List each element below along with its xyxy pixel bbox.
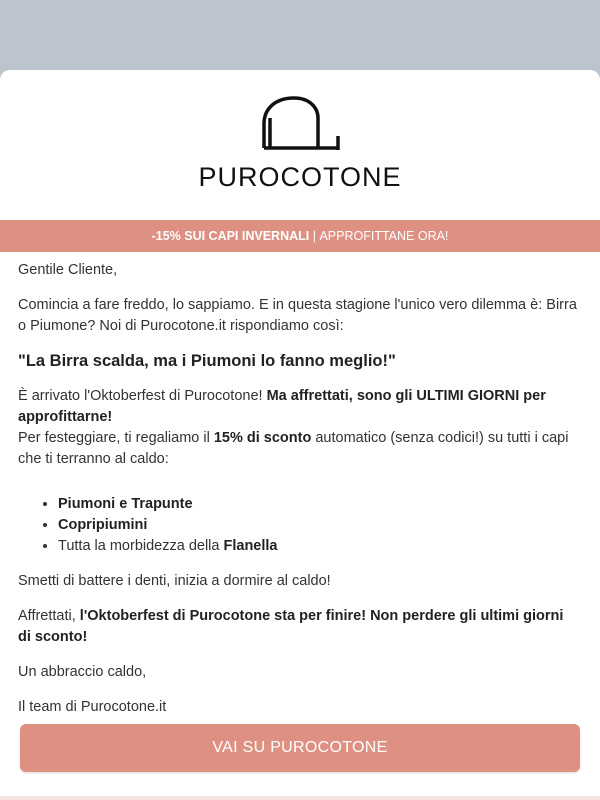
list-item: [58, 515, 580, 536]
promo-separator: |: [309, 229, 320, 243]
list-item-text: Tutta la morbidezza della: [58, 538, 224, 554]
discount-text-2: automatico (senza codici!) su tutti i capi che ti terranno al caldo:: [18, 430, 569, 467]
hurry-text: Affrettati,: [18, 608, 80, 624]
product-list: [18, 494, 580, 557]
purocotone-p-logo-icon: [260, 94, 340, 152]
headline-quote: "La Birra scalda, ma i Piumoni lo fanno meglio!": [18, 352, 396, 370]
oktoberfest-bold: Ma affrettati, sono gli ULTIMI GIORNI per approfittarne!: [18, 388, 546, 425]
oktoberfest-paragraph: [18, 386, 580, 428]
email-header: [0, 70, 600, 196]
list-item-label: Piumoni e Trapunte: [58, 496, 193, 512]
vai-su-purocotone-button[interactable]: VAI SU PUROCOTONE: [20, 724, 580, 772]
list-item: [58, 536, 580, 557]
promo-rest-text: APPROFITTANE ORA!: [319, 229, 449, 243]
list-item-label: Copripiumini: [58, 517, 148, 533]
promo-bar[interactable]: [0, 220, 600, 252]
warm-paragraph: Smetti di battere i denti, inizia a dormire al caldo!: [18, 573, 331, 589]
email-card: [0, 70, 600, 800]
footer-strip: [0, 796, 600, 800]
discount-text-1: Per festeggiare, ti regaliamo il: [18, 430, 214, 446]
discount-bold: 15% di sconto: [213, 430, 312, 446]
list-item-bold: Flanella: [223, 538, 278, 554]
signature: Il team di Purocotone.it: [18, 699, 167, 715]
promo-bold-text: -15% SUI CAPI INVERNALI: [151, 229, 310, 243]
greeting: Gentile Cliente,: [18, 262, 118, 278]
list-item: [58, 494, 580, 515]
oktoberfest-text: È arrivato l'Oktoberfest di Purocotone!: [18, 388, 267, 404]
intro-paragraph: Comincia a fare freddo, lo sappiamo. E in questa stagione l'unico vero dilemma è: Birra o Piumone? Noi di Purocotone.it rispondiamo così:: [18, 297, 577, 334]
discount-paragraph: [18, 428, 580, 470]
hurry-bold: l'Oktoberfest di Purocotone sta per finire! Non perdere gli ultimi giorni di sconto!: [18, 608, 564, 645]
hurry-paragraph: [18, 606, 580, 648]
brand-name: PUROCOTONE: [198, 162, 402, 192]
closing-paragraph: Un abbraccio caldo,: [18, 664, 147, 680]
email-body: [18, 260, 580, 732]
